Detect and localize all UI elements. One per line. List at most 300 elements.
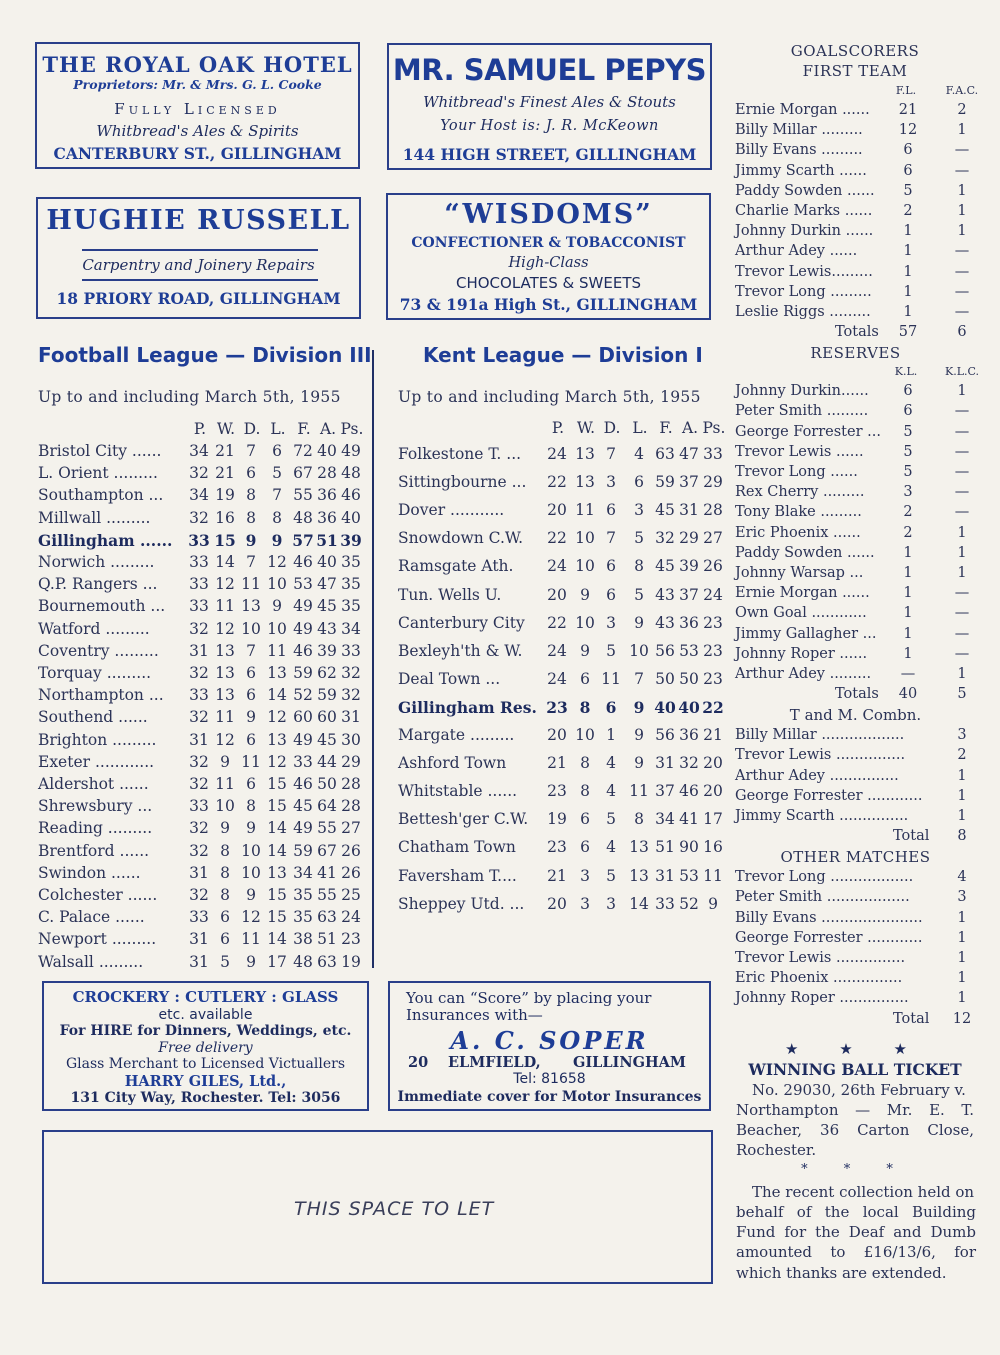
scorer-name: Arthur Adey ...... [735,243,858,260]
wisdoms-ad [386,193,711,320]
football-league-heading: Football League — Division III [38,343,372,367]
stat-w: 11 [215,597,235,616]
table-row [398,895,718,915]
stat-f: 45 [655,501,675,520]
scorer-name: Ernie Morgan ...... [735,585,870,602]
team-name: Q.P. Rangers ... [38,575,158,594]
scorer-name: Billy Millar ......... [735,122,863,139]
scorer-goals-b: — [954,162,970,179]
stat-d: 4 [606,838,616,857]
table-row [38,664,361,684]
stat-ps: 26 [341,863,361,882]
section-title: OTHER MATCHES [780,848,931,867]
stat-a: 46 [679,782,699,801]
totals-row [733,828,978,848]
stat-p: 32 [189,664,209,682]
stat-d: 5 [606,641,616,660]
stat-a: 63 [317,908,337,927]
stat-ps: 33 [341,641,361,660]
totals-label: Total [893,1010,930,1027]
column-headers [733,84,978,104]
soper-cover: Immediate cover for Motor Insurances [397,1089,702,1105]
to-let-box [42,1130,713,1284]
stat-l: 11 [267,641,287,660]
stat-w: 11 [215,708,235,727]
stat-d: 11 [241,752,261,771]
stat-ps: 9 [708,894,718,913]
stat-l: 9 [633,697,645,717]
stat-l: 10 [267,575,287,594]
stat-w: 6 [580,838,590,857]
team-name: Ashford Town [398,754,507,773]
pepys-tagline: Whitbread's Finest Ales & Stouts [423,93,676,111]
table-row [398,866,723,887]
stat-l: 7 [272,486,282,505]
stat-d: 1 [606,726,616,744]
table-row [38,952,361,973]
scorer-goals-a: 5 [903,423,913,440]
stat-l: 6 [634,473,644,492]
team-name: Brentford ...... [38,841,150,860]
stat-ps: 20 [703,782,723,801]
team-name: Gillingham ...... [38,530,173,550]
stat-f: 33 [293,752,313,771]
russell-title: HUGHIE RUSSELL [46,205,351,236]
stat-a: 53 [679,641,699,660]
stat-l: 9 [634,613,644,632]
stat-a: 32 [679,754,699,773]
scorer-goals-a: 1 [903,263,913,280]
stat-l: 13 [267,664,287,682]
scorer-row [733,304,978,324]
scorer-row [733,264,978,284]
stat-d: 11 [601,669,621,688]
team-name: Sheppey Utd. ... [398,894,525,913]
collection-l5: which thanks are extended. [736,1264,947,1282]
stat-d: 7 [246,641,256,660]
giles-ad [42,981,369,1111]
scorer-goals: 1 [957,767,967,784]
team-name: Southend ...... [38,708,148,727]
goalscorers-panel [733,84,980,1027]
stat-d: 6 [606,557,616,576]
scorer-row [733,545,978,565]
scorer-goals-b: 1 [957,182,967,199]
stat-l: 12 [267,553,287,571]
stat-d: 3 [606,613,616,632]
stat-d: 13 [241,597,261,616]
team-name: Coventry ......... [38,641,159,660]
table-row [38,797,361,817]
team-name: Millwall ......... [38,508,151,527]
stat-p: 23 [546,697,568,717]
soper-address-town: GILLINGHAM [573,1054,686,1071]
stat-f: 37 [655,782,675,801]
stat-l: 13 [267,730,287,749]
table-row [38,708,361,728]
stat-ps: 49 [341,442,361,460]
winning-ticket-l3: Beacher, 36 Carton Close, [736,1121,974,1139]
stat-l: 12 [267,752,287,771]
stat-w: 9 [220,819,230,838]
scorer-name: George Forrester ... [735,423,881,440]
stat-d: 6 [246,464,256,483]
stat-a: 36 [317,508,337,527]
goalscorers-title: GOALSCORERS [790,42,920,60]
scorer-goals: 1 [957,970,967,987]
column-divider [372,350,374,968]
stat-a: 41 [317,863,337,882]
scorer-name: Johnny Warsap ... [735,565,864,581]
stat-ps: 29 [341,752,361,771]
stat-p: 33 [189,908,209,927]
table-row [38,863,361,884]
stat-ps: 28 [703,501,723,520]
collection-l4: amounted to £16/13/6, for [736,1243,976,1261]
team-name: Watford ......... [38,619,150,638]
column-headers [733,365,978,385]
scorer-row [733,403,978,423]
scorer-name: Paddy Sowden ...... [735,182,875,199]
stat-p: 31 [189,863,209,882]
scorer-goals-b: — [954,645,970,662]
russell-ad [36,197,361,319]
stat-w: 5 [220,952,230,971]
stat-a: 50 [679,669,699,688]
scorer-name: Jimmy Gallagher ... [735,625,877,642]
stat-a: 36 [317,486,337,505]
scorer-row [733,990,978,1010]
wisdoms-line1: CONFECTIONER & TOBACCONIST [411,235,686,251]
stat-a: 51 [317,930,337,949]
scorer-goals-b: — [954,504,970,521]
stat-l: 8 [634,557,644,576]
scorer-name: Trevor Long ...... [735,464,858,480]
scorer-goals-b: — [954,243,970,260]
column-header: A. [319,420,337,438]
table-row [38,486,361,506]
stat-ps: 35 [341,553,361,571]
scorer-goals: 1 [957,909,967,926]
scorer-goals: 1 [957,929,967,946]
stat-p: 22 [547,613,567,632]
stat-p: 32 [189,819,209,838]
scorer-row [733,646,978,666]
stat-f: 32 [655,529,675,548]
scorer-goals-a: 3 [903,484,913,501]
to-let-text: THIS SPACE TO LET [294,1198,495,1220]
table-row [38,775,361,795]
wisdoms-address: 73 & 191a High St., GILLINGHAM [399,295,698,314]
stat-a: 43 [317,619,337,638]
stat-ps: 24 [703,585,723,604]
scorer-goals-b: — [954,423,970,440]
scorer-goals-b: 1 [957,223,967,240]
stat-f: 57 [292,530,314,550]
winning-ticket-l1: No. 29030, 26th February v. [752,1081,966,1099]
stat-a: 90 [679,838,699,857]
royal-oak-address: CANTERBURY ST., GILLINGHAM [53,144,342,163]
stat-w: 12 [215,575,235,594]
scorer-name: Trevor Long .................. [735,869,914,886]
stat-f: 50 [655,669,675,688]
column-header: P. [193,420,207,438]
stat-a: 39 [317,641,337,660]
team-name: Bournemouth ... [38,597,166,616]
stat-f: 60 [293,708,313,727]
stat-a: 36 [679,726,699,744]
scorer-row [733,383,978,403]
russell-tagline: Carpentry and Joinery Repairs [82,256,315,274]
stat-w: 11 [575,501,595,520]
stat-p: 24 [547,557,567,576]
team-name: Bristol City ...... [38,442,162,460]
stat-l: 14 [629,894,649,913]
scorer-goals-a: 1 [903,605,913,622]
stat-l: 14 [267,841,287,860]
team-name: Bexleyh'th & W. [398,641,523,660]
soper-line1: You can “Score” by placing your [406,989,652,1007]
team-name: Chatham Town [398,838,516,857]
team-name: Brighton ......... [38,730,157,749]
stat-p: 24 [547,445,567,463]
totals-row [733,324,978,344]
stat-d: 12 [241,908,261,927]
table-row [38,619,361,640]
pepys-address: 144 HIGH STREET, GILLINGHAM [402,145,697,164]
col-b-header: K.L.C. [945,365,980,379]
scorer-row [733,122,978,142]
team-name: Folkestone T. ... [398,445,522,463]
section-title: T and M. Combn. [789,706,922,725]
scorer-name: Jimmy Scarth ............... [735,808,909,824]
stat-ps: 28 [341,775,361,793]
giles-line4: Free delivery [158,1040,253,1056]
scorer-goals-a: 1 [903,625,913,642]
stat-w: 6 [220,908,230,927]
scorer-goals-b: — [954,142,970,159]
stat-d: 7 [606,529,616,548]
stat-f: 67 [293,464,313,483]
stat-f: 63 [655,445,675,463]
table-row [398,445,723,465]
scorer-goals: 1 [957,990,967,1007]
stat-ps: 17 [703,810,723,829]
scorer-row [733,970,978,990]
stat-ps: 21 [703,726,723,744]
team-name: Tun. Wells U. [398,585,502,604]
stat-d: 10 [241,841,261,860]
scorer-goals-a: 1 [903,645,913,662]
stat-f: 59 [293,841,313,860]
table-row [38,553,361,573]
stat-ps: 25 [341,886,361,904]
column-header: D. [243,420,261,438]
col-b-header: F.A.C. [945,84,979,97]
scorer-goals-a: 5 [903,182,913,199]
stat-l: 9 [634,726,644,744]
scorer-goals-b: — [954,625,970,642]
team-name: C. Palace ...... [38,908,145,927]
table-row [38,575,361,595]
scorer-name: Eric Phoenix ...... [735,524,861,541]
collection-l3: Fund for the Deaf and Dumb [736,1223,976,1241]
scorer-row [733,223,978,243]
stat-ps: 35 [341,575,361,594]
stat-w: 10 [575,529,595,548]
stat-f: 56 [655,641,675,660]
scorer-goals-b: 1 [957,666,967,682]
table-row [38,442,361,462]
stat-l: 11 [629,782,649,801]
stat-p: 19 [547,810,567,829]
scorer-goals-a: 12 [898,122,918,139]
table-row [398,585,723,606]
stat-f: 49 [293,730,313,749]
team-name: Norwich ......... [38,553,155,571]
stat-d: 10 [241,619,261,638]
stat-f: 46 [293,775,313,793]
scorer-name: Rex Cherry ......... [735,484,865,501]
stat-ps: 22 [702,697,724,717]
stat-a: 36 [679,613,699,632]
scorer-goals-a: 5 [903,443,913,460]
column-header: P. [551,419,565,437]
stat-w: 21 [215,464,235,483]
scorer-goals-a: 21 [898,102,918,118]
scorer-goals-b: — [954,263,970,280]
soper-name: A. C. SOPER [450,1026,649,1055]
column-header: D. [603,419,621,437]
stat-l: 6 [272,442,282,460]
table-row [398,501,723,521]
stat-p: 32 [189,619,209,638]
stat-a: 41 [679,810,699,829]
stat-d: 8 [246,486,256,505]
team-name: L. Orient ......... [38,464,158,483]
stat-ps: 27 [341,819,361,838]
stat-w: 15 [214,530,236,550]
kent-league-table [398,419,726,919]
team-name: Walsall ......... [38,952,144,971]
stat-l: 3 [634,501,644,520]
scorer-row [733,163,978,183]
stat-ps: 29 [703,473,723,492]
team-name: Southampton ... [38,486,164,505]
stat-f: 38 [293,930,313,949]
scorer-goals-b: — [954,585,970,602]
stat-ps: 26 [341,841,361,860]
stat-l: 14 [267,819,287,838]
stat-w: 9 [220,752,230,771]
stat-f: 35 [293,908,313,927]
scorer-goals-b: 1 [957,544,967,561]
scorer-goals: 3 [957,889,967,906]
stars-divider-small: * * * [801,1162,909,1177]
scorer-goals-a: 1 [903,304,913,320]
stat-w: 8 [220,841,230,860]
stat-p: 32 [189,752,209,771]
scorer-goals-a: 1 [903,283,913,300]
totals-label: Total [893,828,930,845]
kent-league-subheading: Up to and including March 5th, 1955 [398,388,701,406]
scorer-name: Arthur Adey ......... [735,666,872,682]
stat-a: 52 [679,894,699,913]
scorer-row [733,747,978,767]
stat-d: 6 [606,501,616,520]
stat-p: 20 [547,726,567,744]
royal-oak-proprietors: Proprietors: Mr. & Mrs. G. L. Cooke [73,77,322,92]
scorer-goals-a: 5 [903,464,913,480]
stat-p: 24 [547,669,567,688]
stat-d: 8 [246,797,256,816]
table-row [398,613,723,634]
stat-a: 50 [317,775,337,793]
team-name: Torquay ......... [38,664,152,682]
scorer-name: Billy Millar .................. [735,727,905,744]
scorer-goals-a: 6 [903,383,913,400]
table-row [398,669,723,690]
scorer-name: Arthur Adey ............... [735,767,899,784]
stat-ps: 27 [703,529,723,548]
scorer-goals-a: 2 [903,203,913,219]
scorer-name: Billy Evans ...................... [735,909,923,926]
scorer-name: Trevor Lewis ............... [735,950,906,966]
stat-f: 45 [655,557,675,576]
table-row [398,782,723,802]
stat-f: 59 [655,473,675,492]
stat-d: 4 [606,754,616,773]
stat-d: 6 [246,775,256,793]
scorer-row [733,142,978,162]
team-name: Margate ......... [398,726,515,744]
stat-w: 8 [579,697,591,717]
stat-ps: 48 [341,464,361,483]
scorer-name: Leslie Riggs ......... [735,304,871,320]
team-name: Swindon ...... [38,863,141,882]
stat-p: 33 [189,575,209,594]
stat-w: 6 [220,930,230,949]
stat-w: 11 [215,775,235,793]
royal-oak-title: THE ROYAL OAK HOTEL [42,52,353,77]
stat-w: 19 [215,486,235,505]
stat-f: 59 [293,664,313,682]
stat-l: 14 [267,930,287,949]
stat-f: 31 [655,866,675,885]
stat-p: 24 [547,641,567,660]
stat-w: 12 [215,730,235,749]
stat-p: 33 [188,530,210,550]
scorer-goals: 1 [957,950,967,966]
stat-p: 33 [189,597,209,616]
scorer-row [733,484,978,504]
scorer-row [733,464,978,484]
stat-p: 32 [189,708,209,727]
scorer-goals-b: — [954,464,970,480]
scorer-goals-a: 1 [903,223,913,240]
stat-f: 43 [655,585,675,604]
soper-tel: Tel: 81658 [513,1071,586,1087]
scorer-row [733,950,978,970]
col-a-header: K.L. [894,365,918,379]
stat-l: 13 [629,838,649,857]
stat-w: 8 [220,863,230,882]
table-row [38,819,361,839]
totals-v: 12 [952,1010,972,1027]
stat-w: 10 [215,797,235,816]
russell-rule-2 [82,279,318,281]
team-name: Snowdown C.W. [398,529,524,548]
